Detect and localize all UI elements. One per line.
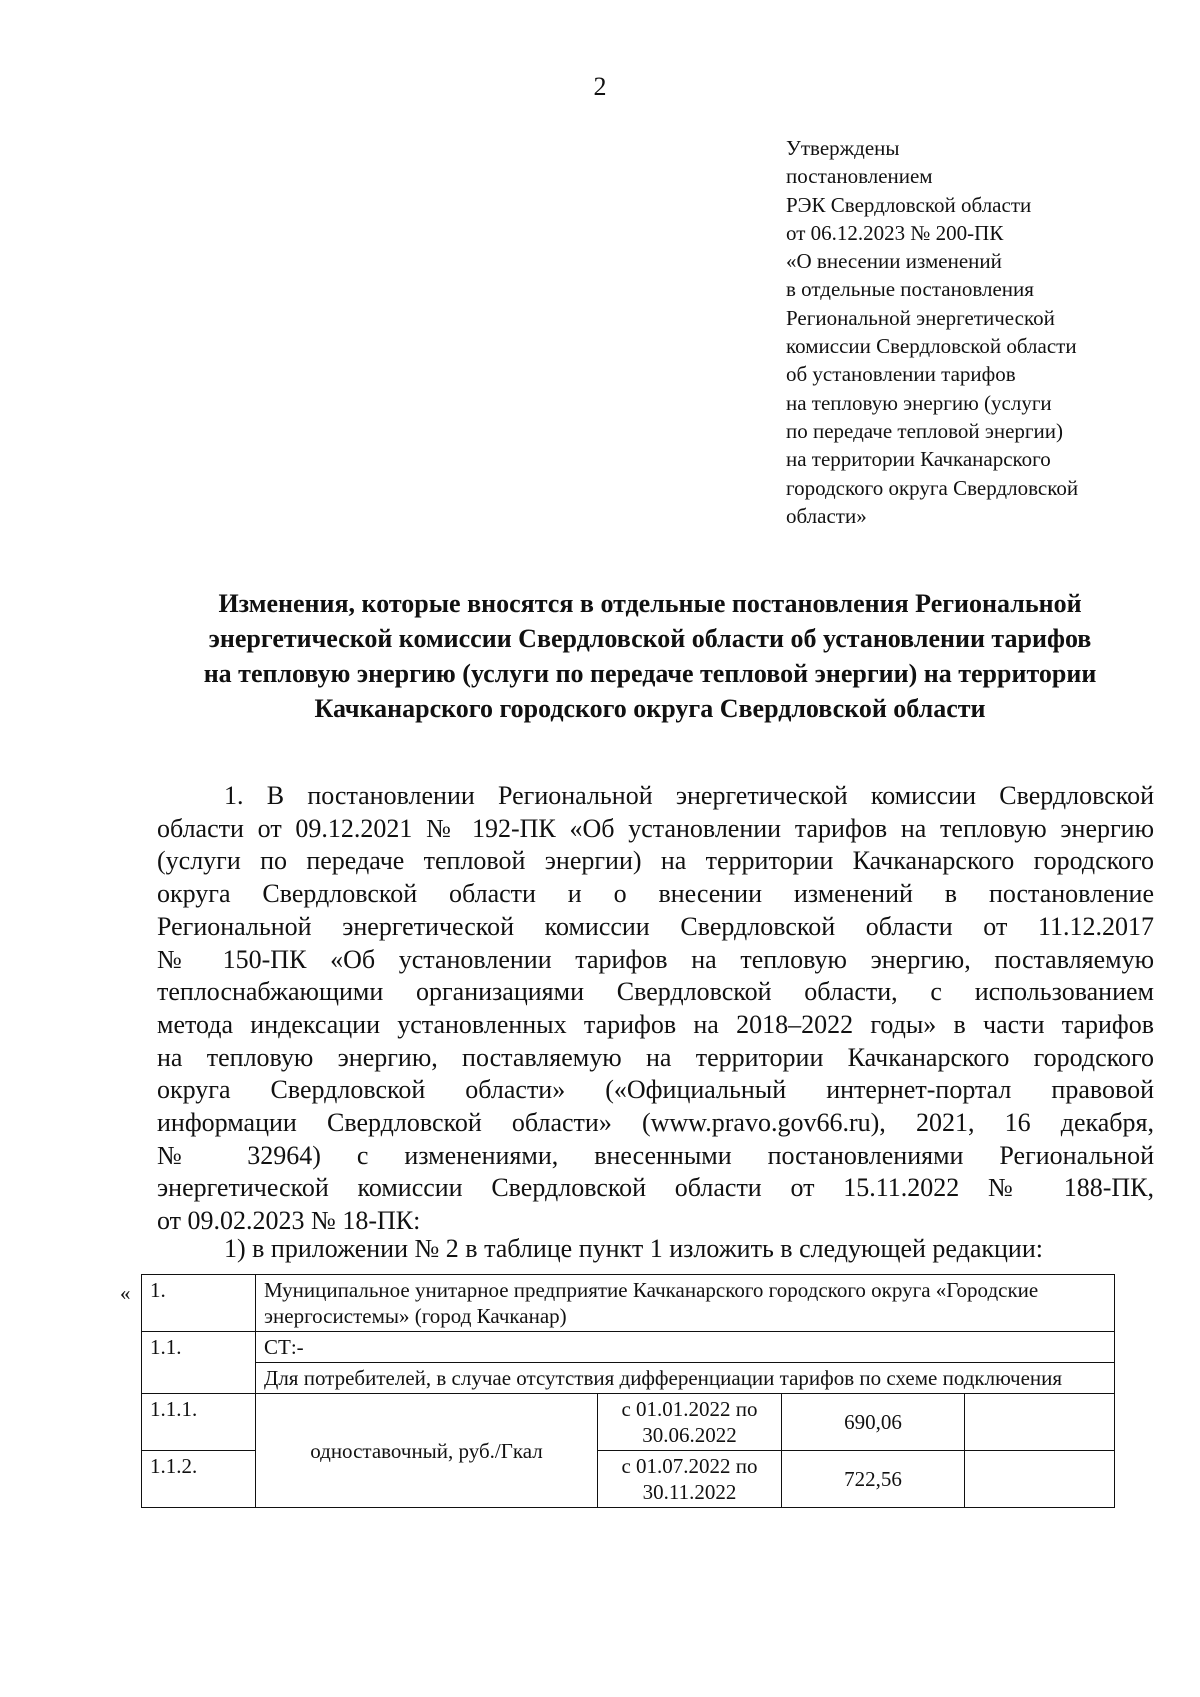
sub-item-text: 1) в приложении № 2 в таблице пункт 1 изложить в следующей редакции: xyxy=(224,1234,1043,1263)
body-line: от 09.02.2023 № 18-ПК: xyxy=(157,1206,421,1236)
empty-cell xyxy=(965,1394,1115,1451)
table-row xyxy=(142,1363,1115,1394)
consumer-group: Для потребителей, в случае отсутствия дифференциации тарифов по схеме подключения xyxy=(256,1363,1115,1394)
body-line: на тепловую энергию, поставляемую на территории Качканарского городского xyxy=(157,1042,1154,1072)
row-number: 1.1.2. xyxy=(142,1451,256,1508)
body-line: информации Свердловской области» (www.pravo.gov66.ru), 2021, 16 декабря, xyxy=(157,1108,1154,1138)
body-line: округа Свердловской области и о внесении изменений в постановление xyxy=(157,879,1154,909)
approval-line: от 06.12.2023 № 200-ПК xyxy=(786,220,1004,245)
body-line: метода индексации установленных тарифов на 2018–2022 годы» в части тарифов xyxy=(157,1009,1154,1039)
body-line: округа Свердловской области» («Официальный интернет-портал правовой xyxy=(157,1075,1154,1105)
title-line: энергетической комиссии Свердловской области об установлении тарифов xyxy=(208,624,1092,653)
approval-line: Региональной энергетической xyxy=(786,305,1055,330)
tariff-table xyxy=(141,1274,1115,1508)
approval-line: области» xyxy=(786,503,867,528)
body-line: (услуги по передаче тепловой энергии) на территории Качканарского городского xyxy=(157,846,1154,876)
body-line: энергетической комиссии Свердловской области от 15.11.2022 № 188-ПК, xyxy=(157,1173,1154,1203)
approval-line: по передаче тепловой энергии) xyxy=(786,418,1064,443)
tariff-type-label: одноставочный, руб./Гкал xyxy=(256,1394,598,1508)
tariff-value: 690,06 xyxy=(782,1394,965,1451)
approval-line: городского округа Свердловской xyxy=(786,475,1079,500)
approval-block xyxy=(786,134,1186,530)
body-line: Региональной энергетической комиссии Свердловской области от 11.12.2017 xyxy=(157,911,1154,941)
table-row xyxy=(142,1394,1115,1451)
approval-line: «О внесении изменений xyxy=(786,249,1002,274)
body-line: области от 09.12.2021 № 192-ПК «Об установлении тарифов на тепловую энергию xyxy=(157,813,1154,843)
row-number: 1. xyxy=(142,1275,256,1332)
period-cell: с 01.01.2022 по 30.06.2022 xyxy=(598,1394,782,1451)
approval-line: РЭК Свердловской области xyxy=(786,192,1032,217)
document-title xyxy=(150,586,1150,726)
row-number: 1.1.1. xyxy=(142,1394,256,1451)
body-line: теплоснабжающими организациями Свердловской области, с использованием xyxy=(157,977,1154,1007)
row-number: 1.1. xyxy=(142,1332,256,1394)
approval-line: об установлении тарифов xyxy=(786,362,1016,387)
table-row xyxy=(142,1332,1115,1363)
approval-line: в отдельные постановления xyxy=(786,277,1034,302)
body-line: № 150-ПК «Об установлении тарифов на тепловую энергию, поставляемую xyxy=(157,944,1154,974)
approval-line: Утверждены xyxy=(786,136,900,160)
title-line: Качканарского городского округа Свердловской области xyxy=(314,694,986,723)
table-row xyxy=(142,1275,1115,1332)
organization-name: Муниципальное унитарное предприятие Качканарского городского округа «Городские энергосистемы» (город Качканар) xyxy=(256,1275,1115,1332)
body-line: № 32964) с изменениями, внесенными постановлениями Региональной xyxy=(157,1140,1154,1170)
tariff-value: 722,56 xyxy=(782,1451,965,1508)
approval-line: на территории Качканарского xyxy=(786,447,1051,472)
opening-quote-mark: « xyxy=(120,1281,131,1305)
body-line: 1. В постановлении Региональной энергетической комиссии Свердловской xyxy=(224,781,1154,810)
empty-cell xyxy=(965,1451,1115,1508)
body-paragraph xyxy=(157,780,1154,1238)
title-line: Изменения, которые вносятся в отдельные постановления Региональной xyxy=(218,589,1082,618)
approval-line: комиссии Свердловской области xyxy=(786,334,1077,359)
approval-line: постановлением xyxy=(786,164,933,189)
approval-line: на тепловую энергию (услуги xyxy=(786,390,1052,415)
tariff-code: СТ:- xyxy=(256,1332,1115,1363)
page-number: 2 xyxy=(593,72,607,101)
period-cell: с 01.07.2022 по 30.11.2022 xyxy=(598,1451,782,1508)
title-line: на тепловую энергию (услуги по передаче тепловой энергии) на территории xyxy=(203,659,1097,688)
